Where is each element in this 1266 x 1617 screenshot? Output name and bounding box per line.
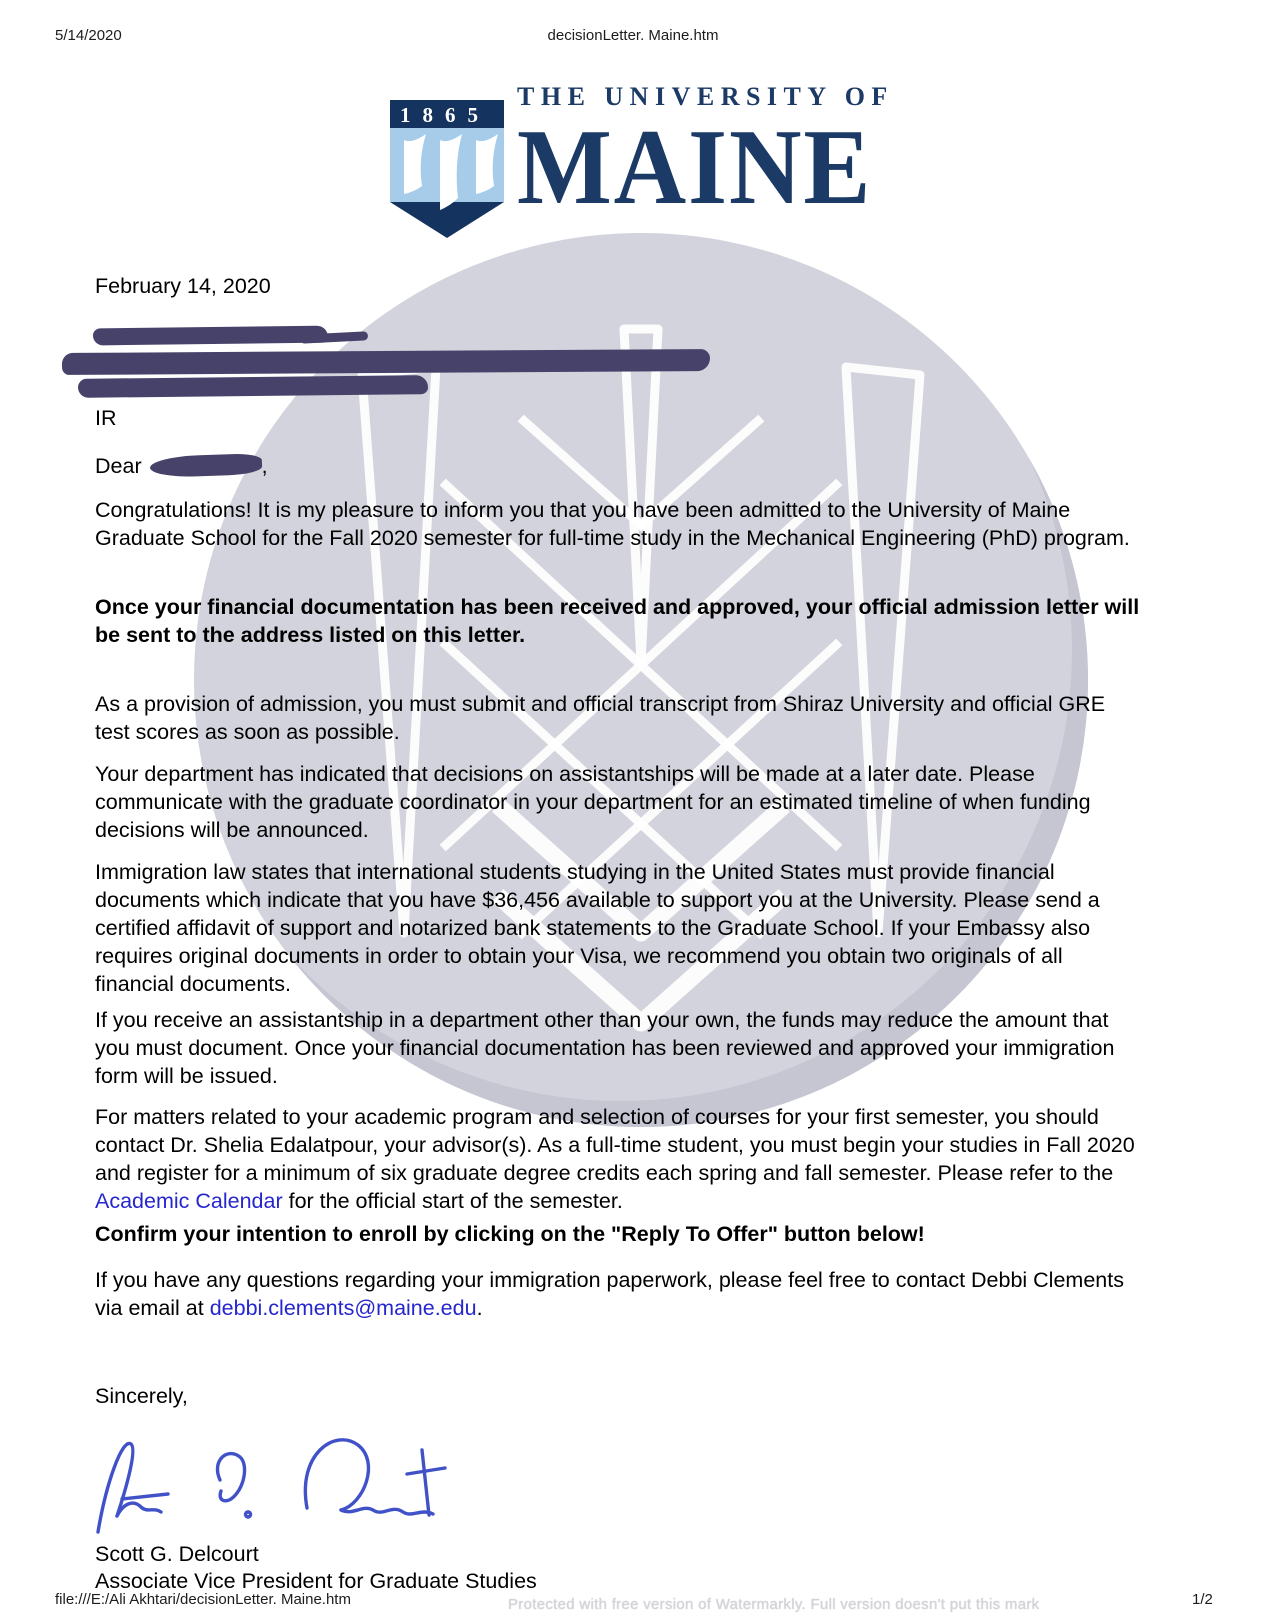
signature	[92, 1412, 452, 1542]
print-header-date: 5/14/2020	[55, 27, 122, 44]
print-footer-file-url: file:///E:/Ali Akhtari/decisionLetter. Maine.htm	[55, 1591, 351, 1608]
signer-title: Associate Vice President for Graduate Studies	[95, 1569, 537, 1593]
wordmark-line2: MAINE	[517, 108, 873, 227]
redacted-address-line	[62, 349, 710, 375]
paragraph-immigration: Immigration law states that international students studying in the United States must provide financial documents which indicate that you have $36,456 available to support you at the University. Please send a certified affidavit of support and notarized bank statements to the Graduate School. If your Embassy also requires original documents in order to obtain your Visa, we recommend you obtain two originals of all financial documents.	[95, 860, 1100, 996]
print-footer-page-number: 1/2	[1192, 1591, 1213, 1608]
paragraph-congratulations: Congratulations! It is my pleasure to inform you that you have been admitted to the University of Maine Graduate School for the Fall 2020 semester for full-time study in the Mechanical Engineering (PhD) program.	[95, 498, 1130, 550]
letter-date: February 14, 2020	[95, 274, 271, 298]
umaine-wordmark	[517, 82, 899, 227]
salutation-comma: ,	[261, 454, 268, 478]
contact-paragraph-text-end: .	[476, 1296, 483, 1320]
wordmark-line1: THE UNIVERSITY OF	[517, 82, 894, 111]
contact-paragraph-text: If you have any questions regarding your immigration paperwork, please feel free to contact Debbi Clements via email at	[95, 1268, 1124, 1320]
salutation-line	[95, 452, 1141, 480]
address-country: IR	[95, 406, 117, 430]
paragraph-contact	[95, 1266, 1141, 1322]
redacted-recipient-name	[93, 326, 328, 346]
closing-text: Sincerely,	[95, 1384, 188, 1408]
academic-paragraph-text-end: for the official start of the semester.	[282, 1189, 623, 1213]
salutation-text: Dear	[95, 454, 142, 478]
paragraph-assistantships: Your department has indicated that decisions on assistantships will be made at a later date. Please communicate with the graduate coordinator in your department for an estimated timeline of when funding decisions will be announced.	[95, 762, 1091, 842]
redacted-salutation-name	[149, 453, 262, 478]
watermarkly-notice: Protected with free version of Watermarkly. Full version doesn't put this mark	[508, 1596, 1040, 1613]
print-header-title: decisionLetter. Maine.htm	[547, 27, 719, 44]
paragraph-assistantship-funds: If you receive an assistantship in a department other than your own, the funds may reduce the amount that you must document. Once your financial documentation has been reviewed and approved your immigration form will be issued.	[95, 1008, 1115, 1088]
paragraph-academic-program	[95, 1103, 1141, 1215]
academic-calendar-link[interactable]: Academic Calendar	[95, 1189, 283, 1213]
paragraph-provision: As a provision of admission, you must submit and official transcript from Shiraz University and official GRE test scores as soon as possible.	[95, 692, 1106, 744]
paragraph-financial-documentation: Once your financial documentation has been received and approved, your official admission letter will be sent to the address listed on this letter.	[95, 595, 1140, 647]
email-link[interactable]: debbi.clements@maine.edu	[209, 1296, 477, 1320]
umaine-shield-icon	[388, 88, 506, 240]
signer-name: Scott G. Delcourt	[95, 1542, 259, 1566]
shield-year-label: 1865	[400, 103, 490, 127]
redacted-city-line	[78, 375, 428, 398]
paragraph-confirm-enroll: Confirm your intention to enroll by clicking on the "Reply To Offer" button below!	[95, 1222, 925, 1246]
academic-paragraph-text: For matters related to your academic program and selection of courses for your first semester, you should contact Dr. Shelia Edalatpour, your advisor(s). As a full-time student, you must begin your studies in Fall 2020 and register for a minimum of six graduate degree credits each spring and fall semester. Please refer to the	[95, 1105, 1135, 1185]
